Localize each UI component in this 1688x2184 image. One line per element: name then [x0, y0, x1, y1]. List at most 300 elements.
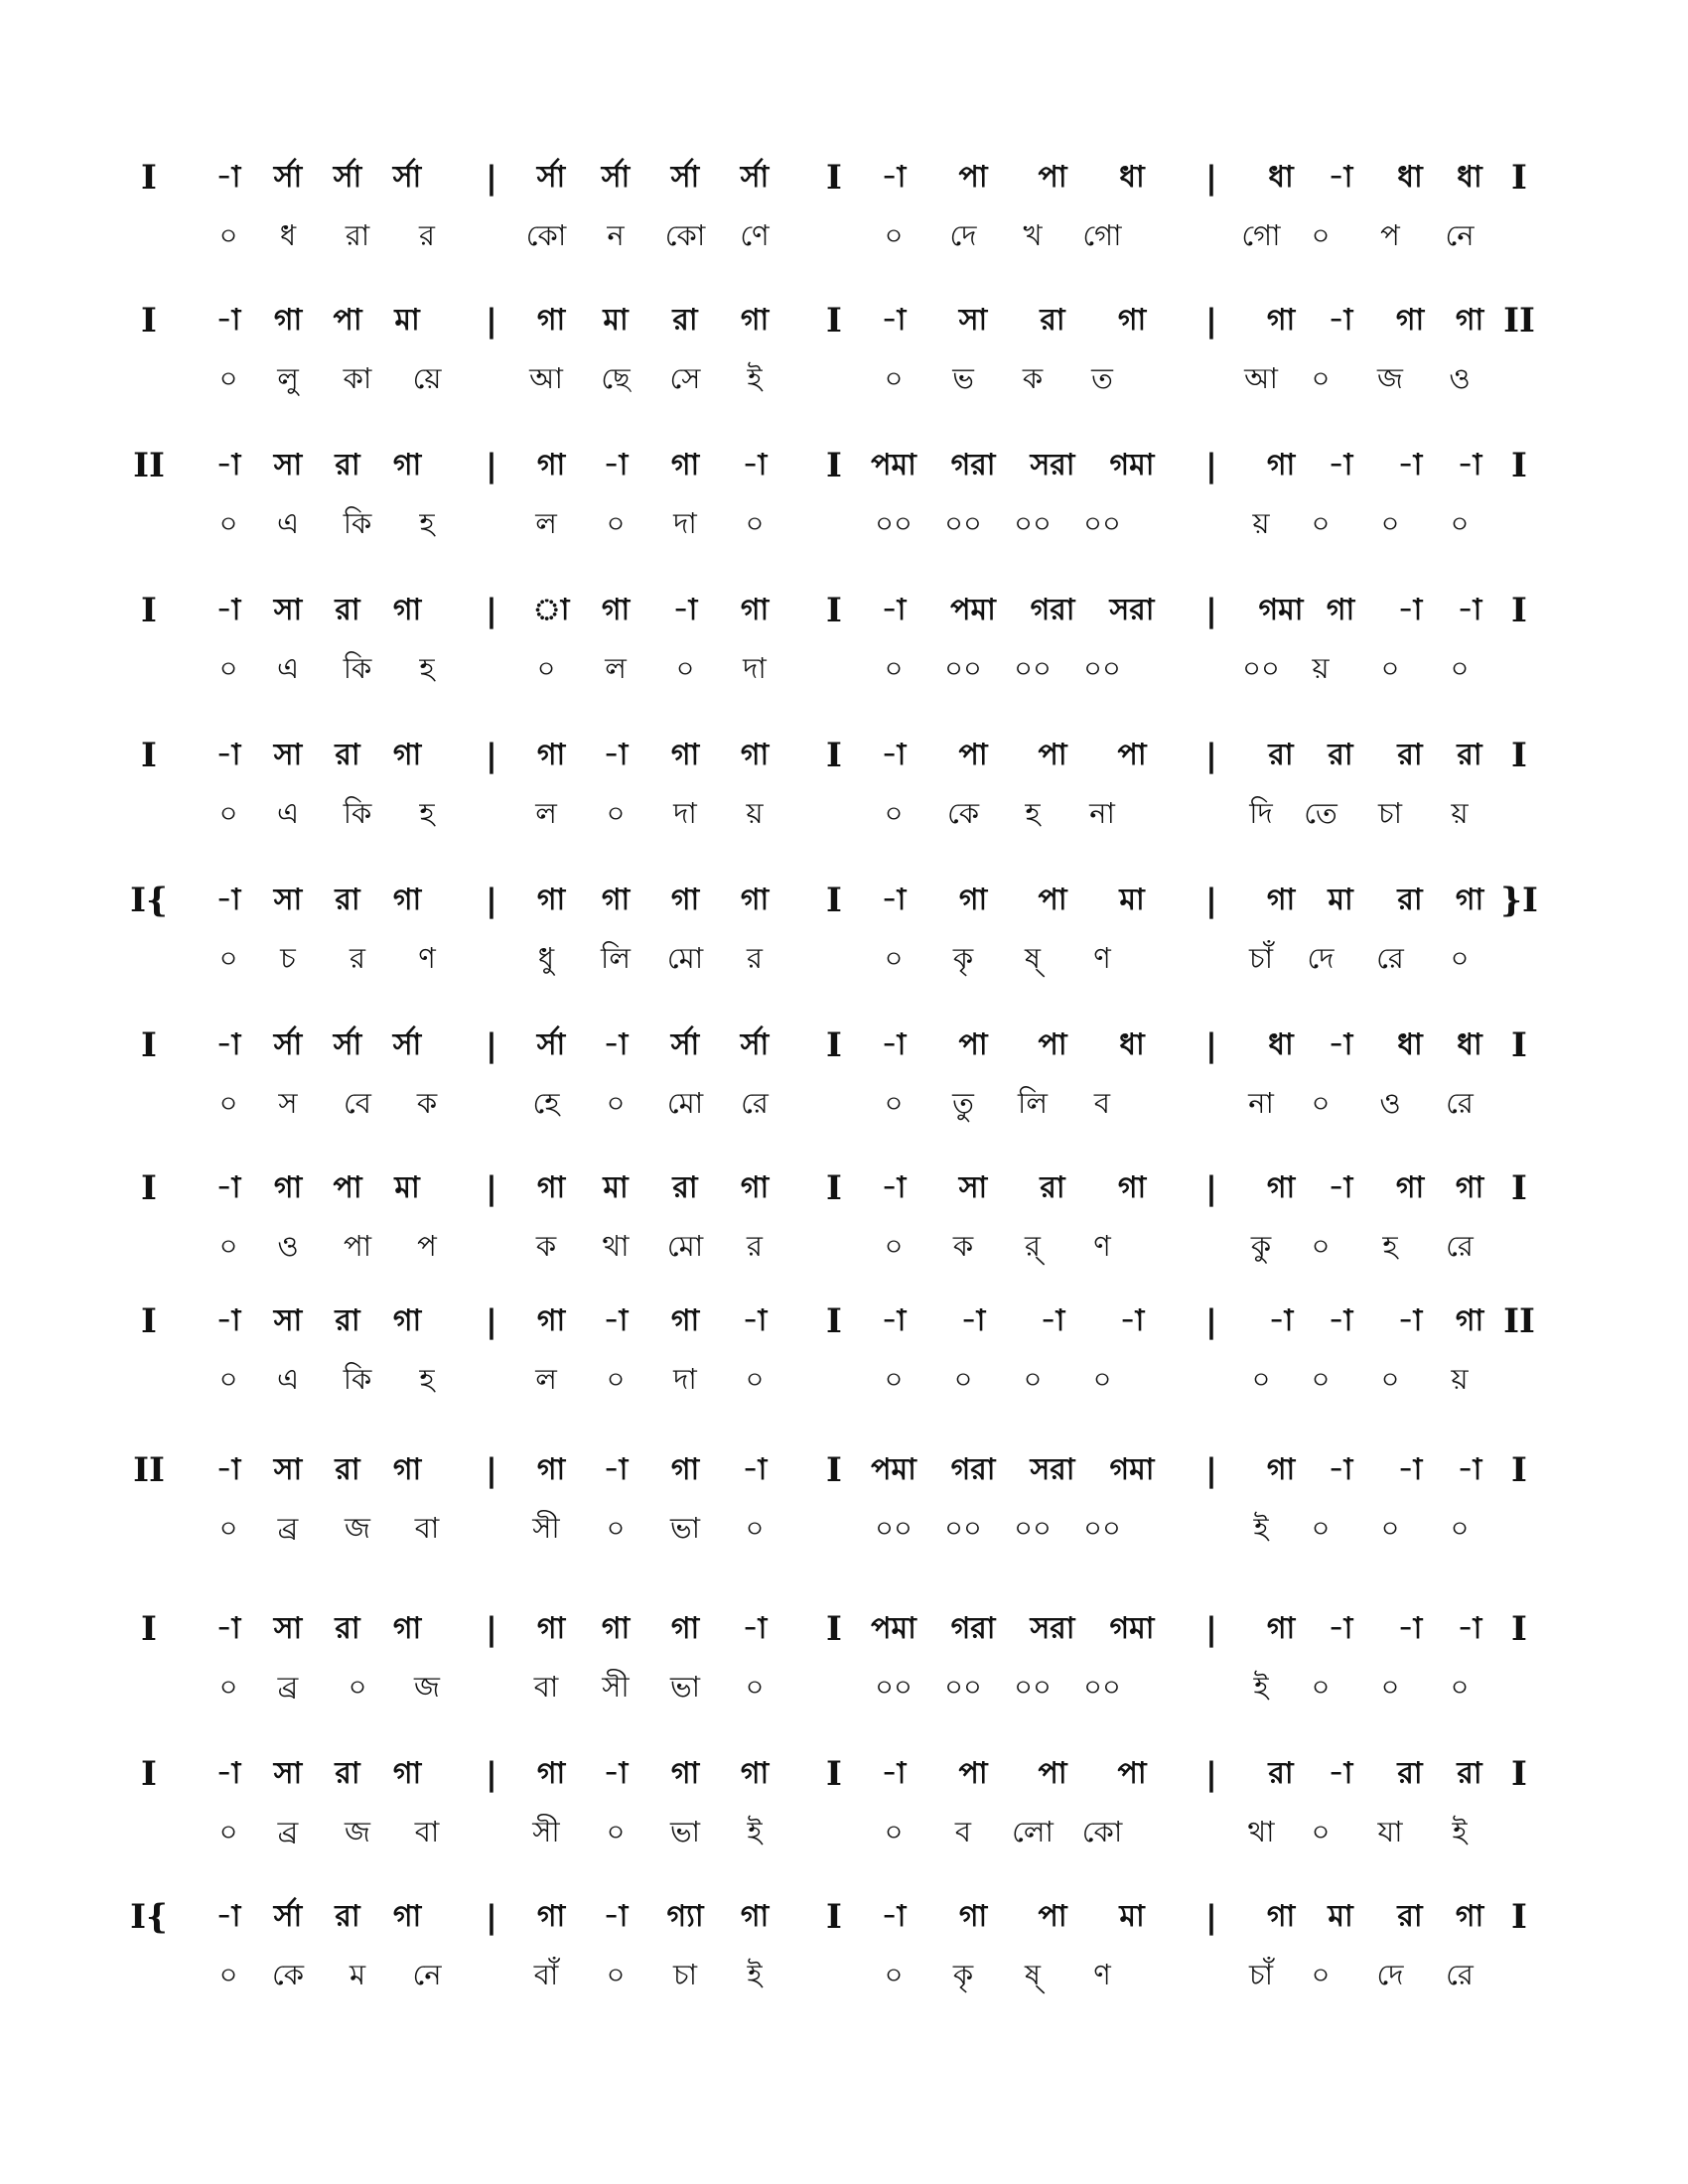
lyric-syllable: র	[747, 941, 763, 975]
swara-note: -া	[1397, 593, 1423, 627]
lyric-syllable: দা	[673, 1362, 697, 1396]
swara-note: -া	[881, 1170, 907, 1205]
measure-bar: I	[141, 301, 157, 341]
beat-divider: |	[1205, 592, 1217, 629]
lyric-syllable: না	[1248, 1086, 1274, 1120]
lyric-syllable: কৃ	[952, 1958, 974, 1991]
lyric-syllable: ০	[606, 1511, 626, 1545]
lyric-syllable: বা	[414, 1511, 440, 1545]
measure-bar: I	[141, 1025, 157, 1065]
lyric-syllable: রে	[741, 1086, 769, 1120]
swara-note: -া	[881, 1027, 907, 1062]
swara-note: পা	[1038, 160, 1067, 195]
swara-note: গা	[1455, 883, 1484, 917]
measure-bar: I	[826, 301, 842, 341]
swara-note: গা	[536, 303, 566, 338]
swara-note: গা	[670, 448, 700, 482]
lyric-syllable: গো	[1241, 218, 1281, 252]
lyric-syllable: ০	[1092, 1362, 1112, 1396]
beat-divider: |	[1205, 447, 1217, 484]
lyric-syllable: ব	[1093, 1086, 1111, 1120]
swara-note: রা	[1397, 883, 1423, 917]
beat-divider: |	[486, 1451, 497, 1489]
swara-note: রা	[335, 1899, 360, 1934]
swara-note: গা	[536, 738, 566, 772]
lyric-syllable: সী	[532, 1511, 560, 1545]
swara-note: -া	[742, 1611, 768, 1646]
lyric-syllable: ০	[606, 1362, 626, 1396]
swara-note: সরা	[1030, 448, 1075, 482]
lyric-syllable: লি	[601, 941, 631, 975]
measure-bar: I	[1511, 158, 1527, 198]
lyric-syllable: ক	[535, 1229, 557, 1263]
swara-note: -া	[215, 1899, 241, 1934]
swara-note: গা	[1266, 883, 1296, 917]
lyric-syllable: থা	[602, 1229, 630, 1263]
lyric-syllable: কে	[946, 796, 980, 830]
swara-note: রা	[1040, 1170, 1065, 1205]
swara-note: গা	[392, 1303, 422, 1338]
swara-note: র্সা	[392, 160, 422, 195]
lyric-syllable: হ	[419, 506, 435, 540]
swara-note: -া	[215, 1027, 241, 1062]
lyric-line	[139, 1225, 1529, 1267]
lyric-syllable: য়	[1451, 796, 1469, 830]
swara-note: পা	[958, 1027, 988, 1062]
lyric-syllable: প	[1380, 218, 1400, 252]
lyric-syllable: দা	[673, 506, 697, 540]
swara-note: গা	[392, 593, 422, 627]
lyric-syllable: খ	[1023, 218, 1043, 252]
lyric-syllable: লো	[1012, 1815, 1054, 1848]
measure-bar: I	[826, 158, 842, 198]
lyric-syllable: এ	[276, 796, 300, 830]
swara-note: -া	[603, 738, 629, 772]
swara-note: গা	[392, 1611, 422, 1646]
swara-note: -া	[215, 1611, 241, 1646]
lyric-line	[139, 214, 1529, 256]
swara-note: গা	[740, 1756, 770, 1791]
swara-note: -া	[742, 448, 768, 482]
lyric-syllable: ০	[745, 1362, 765, 1396]
lyric-syllable: ক	[952, 1229, 974, 1263]
lyric-line	[139, 937, 1529, 979]
lyric-syllable: ০	[1450, 1511, 1470, 1545]
swara-note: -া	[1328, 1027, 1353, 1062]
lyric-syllable: ব্র	[277, 1511, 299, 1545]
lyric-syllable: ০	[884, 651, 904, 685]
lyric-syllable: ০	[1311, 1362, 1331, 1396]
swara-note: রা	[1268, 1756, 1294, 1791]
lyric-syllable: ণে	[740, 218, 770, 252]
lyric-syllable: হ	[419, 1362, 435, 1396]
lyric-syllable: ০০	[944, 1511, 982, 1545]
lyric-line	[139, 1666, 1529, 1707]
swara-note: সা	[958, 303, 988, 338]
swara-note: গা	[392, 1899, 422, 1934]
beat-divider: |	[1205, 159, 1217, 197]
swara-note: গা	[670, 1452, 700, 1487]
swara-note: রা	[335, 1303, 360, 1338]
swara-note: রা	[1457, 1756, 1482, 1791]
swara-note: সা	[273, 1303, 303, 1338]
swara-note: পা	[958, 1756, 988, 1791]
beat-divider: |	[486, 592, 497, 629]
swara-note: গরা	[950, 448, 996, 482]
swara-note: গা	[670, 883, 700, 917]
lyric-syllable: ০	[348, 1670, 367, 1704]
lyric-syllable: হ	[419, 651, 435, 685]
beat-divider: |	[486, 1169, 497, 1207]
lyric-syllable: ভা	[669, 1511, 701, 1545]
lyric-syllable: কা	[343, 361, 372, 395]
swara-note: -া	[603, 1303, 629, 1338]
beat-divider: |	[1205, 302, 1217, 340]
lyric-syllable: ০০	[1014, 506, 1052, 540]
swara-note: -া	[960, 1303, 986, 1338]
lyric-syllable: ভ	[952, 361, 974, 395]
beat-divider: |	[1205, 1610, 1217, 1648]
lyric-syllable: য়	[1312, 651, 1330, 685]
swara-note: র্সা	[740, 1027, 770, 1062]
swara-note: -া	[1397, 1611, 1423, 1646]
lyric-syllable: কি	[343, 1362, 372, 1396]
swara-note: -া	[1328, 1611, 1353, 1646]
lyric-syllable: ০	[218, 1229, 238, 1263]
lyric-syllable: ০	[884, 1086, 904, 1120]
lyric-syllable: চা	[1377, 796, 1403, 830]
swara-note: রা	[1040, 303, 1065, 338]
swara-note: -া	[1328, 1756, 1353, 1791]
lyric-syllable: চাঁ	[1248, 941, 1274, 975]
lyric-line	[139, 357, 1529, 399]
swara-note: গরা	[950, 1452, 996, 1487]
lyric-syllable: ০	[606, 506, 626, 540]
lyric-syllable: ০০	[875, 1511, 913, 1545]
swara-note: পা	[333, 303, 362, 338]
swara-line	[130, 1896, 1529, 1938]
swara-note: পমা	[871, 1452, 916, 1487]
swara-note: র্সা	[333, 1027, 362, 1062]
swara-line	[139, 1753, 1529, 1795]
swara-note: গা	[1266, 1452, 1296, 1487]
beat-divider: |	[486, 882, 497, 919]
measure-bar: I	[826, 1301, 842, 1341]
lyric-syllable: হ	[419, 796, 435, 830]
swara-note: সা	[273, 1756, 303, 1791]
lyric-syllable: বা	[414, 1815, 440, 1848]
lyric-syllable: চা	[672, 1958, 698, 1991]
beat-divider: |	[486, 159, 497, 197]
lyric-syllable: লু	[277, 361, 299, 395]
measure-bar: I	[826, 1609, 842, 1649]
lyric-syllable: আ	[529, 361, 563, 395]
swara-note: গা	[1455, 303, 1484, 338]
lyric-syllable: হ	[1382, 1229, 1398, 1263]
lyric-syllable: ষ্	[1025, 1958, 1041, 1991]
swara-note: সা	[273, 883, 303, 917]
swara-note: গমা	[1109, 448, 1155, 482]
swara-note: ধা	[1119, 160, 1145, 195]
swara-note: -া	[1268, 1303, 1294, 1338]
swara-note: গা	[392, 883, 422, 917]
beat-divider: |	[1205, 1302, 1217, 1340]
swara-note: -া	[1119, 1303, 1145, 1338]
beat-divider: |	[1205, 1169, 1217, 1207]
swara-note: গা	[536, 1170, 566, 1205]
lyric-syllable: কো	[664, 218, 706, 252]
lyric-syllable: গো	[1082, 218, 1122, 252]
lyric-syllable: মো	[666, 1229, 704, 1263]
swara-line	[139, 590, 1529, 631]
swara-note: গা	[392, 448, 422, 482]
swara-note: গা	[670, 1611, 700, 1646]
swara-note: পা	[1117, 738, 1147, 772]
lyric-syllable: ০	[1311, 506, 1331, 540]
swara-note: গা	[1117, 303, 1147, 338]
lyric-syllable: জ	[345, 1815, 370, 1848]
lyric-syllable: ভা	[669, 1670, 701, 1704]
lyric-syllable: হে	[532, 1086, 560, 1120]
lyric-syllable: কো	[1081, 1815, 1123, 1848]
lyric-syllable: ০	[1311, 1511, 1331, 1545]
lyric-syllable: কি	[343, 506, 372, 540]
measure-bar: I	[826, 1168, 842, 1208]
swara-note: গা	[1455, 1170, 1484, 1205]
swara-note: -া	[881, 593, 907, 627]
swara-note: গা	[1326, 593, 1355, 627]
swara-note: সরা	[1030, 1611, 1075, 1646]
lyric-syllable: ০	[884, 1229, 904, 1263]
lyric-syllable: ০০	[1083, 1670, 1121, 1704]
swara-note: র্সা	[670, 160, 700, 195]
swara-note: রা	[1268, 738, 1294, 772]
swara-note: া	[532, 593, 570, 627]
swara-note: -া	[215, 1452, 241, 1487]
swara-note: -া	[215, 160, 241, 195]
swara-note: মা	[1119, 1899, 1145, 1934]
lyric-syllable: রে	[1446, 1229, 1474, 1263]
swara-note: গা	[536, 883, 566, 917]
measure-bar: I	[141, 1301, 157, 1341]
swara-note: -া	[215, 738, 241, 772]
measure-bar: I	[1511, 736, 1527, 775]
swara-note: -া	[881, 1899, 907, 1934]
swara-note: -া	[1457, 1611, 1482, 1646]
swara-note: -া	[215, 1303, 241, 1338]
measure-bar: I	[141, 736, 157, 775]
swara-note: র্সা	[601, 160, 631, 195]
swara-note: গা	[958, 1899, 988, 1934]
lyric-syllable: ই	[747, 361, 763, 395]
lyric-syllable: ব	[954, 1815, 972, 1848]
swara-note: -া	[742, 1303, 768, 1338]
lyric-syllable: রে	[1376, 941, 1404, 975]
swara-note: রা	[672, 1170, 698, 1205]
swara-note: গা	[1266, 303, 1296, 338]
lyric-syllable: য়	[746, 796, 764, 830]
lyric-syllable: ০	[1450, 941, 1470, 975]
swara-note: -া	[1328, 303, 1353, 338]
lyric-syllable: র	[419, 218, 435, 252]
swara-note: -া	[603, 448, 629, 482]
swara-note: গা	[1455, 1303, 1484, 1338]
swara-note: সা	[273, 738, 303, 772]
lyric-syllable: ত	[1091, 361, 1113, 395]
lyric-syllable: আ	[1244, 361, 1278, 395]
lyric-syllable: দে	[1307, 941, 1335, 975]
lyric-syllable: রে	[1446, 1086, 1474, 1120]
lyric-syllable: নে	[1445, 218, 1475, 252]
swara-note: -া	[215, 1170, 241, 1205]
swara-note: পা	[958, 738, 988, 772]
lyric-syllable: ০০	[875, 506, 913, 540]
swara-note: র্সা	[392, 1027, 422, 1062]
lyric-syllable: ণ	[1093, 1229, 1111, 1263]
lyric-syllable: দি	[1249, 796, 1273, 830]
measure-bar: I	[826, 1754, 842, 1794]
swara-note: গমা	[1109, 1452, 1155, 1487]
lyric-syllable: ষ্	[1025, 941, 1041, 975]
lyric-syllable: ই	[747, 1815, 763, 1848]
lyric-syllable: ০	[1311, 1815, 1331, 1848]
beat-divider: |	[486, 737, 497, 774]
measure-bar: II	[1503, 301, 1535, 341]
lyric-syllable: ০	[1380, 651, 1400, 685]
lyric-syllable: ০	[218, 1815, 238, 1848]
lyric-syllable: ণ	[1093, 1958, 1111, 1991]
swara-note: গা	[1395, 1170, 1425, 1205]
lyric-syllable: ০	[218, 651, 238, 685]
lyric-syllable: র্	[1025, 1229, 1041, 1263]
swara-note: -া	[1457, 593, 1482, 627]
lyric-syllable: ০	[1023, 1362, 1043, 1396]
swara-note: ধা	[1268, 1027, 1294, 1062]
swara-note: -া	[1457, 448, 1482, 482]
swara-note: মা	[603, 1170, 629, 1205]
lyric-syllable: সী	[532, 1815, 560, 1848]
swara-line	[139, 735, 1529, 776]
lyric-syllable: তে	[1304, 796, 1337, 830]
lyric-syllable: ভা	[669, 1815, 701, 1848]
lyric-syllable: না	[1089, 796, 1115, 830]
lyric-syllable: কি	[343, 651, 372, 685]
swara-line	[130, 880, 1538, 921]
swara-note: রা	[1397, 1899, 1423, 1934]
measure-bar: I	[826, 591, 842, 630]
lyric-syllable: পা	[343, 1229, 372, 1263]
lyric-syllable: ০	[218, 1362, 238, 1396]
beat-divider: |	[1205, 882, 1217, 919]
swara-note: রা	[1457, 738, 1482, 772]
beat-divider: |	[1205, 1898, 1217, 1936]
swara-note: পা	[958, 160, 988, 195]
swara-note: র্সা	[740, 160, 770, 195]
measure-bar: I	[1511, 1897, 1527, 1937]
swara-note: -া	[1328, 1452, 1353, 1487]
measure-bar: II	[133, 1450, 165, 1490]
lyric-line	[139, 1954, 1529, 1995]
swara-note: গা	[740, 303, 770, 338]
lyric-syllable: ম	[349, 1958, 366, 1991]
swara-note: রা	[1397, 738, 1423, 772]
swara-note: গরা	[950, 1611, 996, 1646]
swara-note: ধা	[1397, 160, 1423, 195]
lyric-syllable: এ	[276, 1362, 300, 1396]
lyric-syllable: ০	[218, 1086, 238, 1120]
measure-bar: I	[141, 591, 157, 630]
swara-note: রা	[335, 593, 360, 627]
swara-line	[133, 1449, 1529, 1491]
lyric-syllable: ল	[535, 1362, 557, 1396]
lyric-syllable: চাঁ	[1248, 1958, 1274, 1991]
lyric-syllable: ০	[1450, 651, 1470, 685]
swara-note: র্সা	[670, 1027, 700, 1062]
swara-note: গা	[273, 303, 303, 338]
swara-note: পা	[1038, 1756, 1067, 1791]
lyric-syllable: ০	[1311, 1086, 1331, 1120]
lyric-syllable: ণ	[1093, 941, 1111, 975]
lyric-syllable: রে	[1446, 1958, 1474, 1991]
measure-bar: I	[1511, 446, 1527, 485]
lyric-syllable: ০	[1311, 1229, 1331, 1263]
lyric-line	[139, 1358, 1529, 1400]
swara-note: রা	[672, 303, 698, 338]
lyric-syllable: কে	[271, 1958, 305, 1991]
lyric-syllable: রা	[345, 218, 370, 252]
lyric-line	[139, 1811, 1529, 1852]
swara-note: -া	[1457, 1452, 1482, 1487]
swara-note: -া	[215, 303, 241, 338]
measure-bar: I	[1511, 591, 1527, 630]
lyric-syllable: ০	[675, 651, 695, 685]
swara-note: -া	[1328, 448, 1353, 482]
lyric-syllable: ০	[1450, 506, 1470, 540]
swara-note: গা	[601, 883, 631, 917]
swara-note: সরা	[1030, 1452, 1075, 1487]
beat-divider: |	[1205, 1026, 1217, 1064]
lyric-syllable: য়	[1451, 1362, 1469, 1396]
lyric-syllable: স	[278, 1086, 298, 1120]
lyric-syllable: বা	[533, 1670, 559, 1704]
lyric-syllable: ০০	[1083, 651, 1121, 685]
beat-divider: |	[486, 302, 497, 340]
swara-note: পা	[1038, 738, 1067, 772]
lyric-syllable: মো	[666, 941, 704, 975]
swara-note: গা	[1266, 1899, 1296, 1934]
swara-note: পমা	[871, 1611, 916, 1646]
lyric-syllable: এ	[276, 506, 300, 540]
lyric-syllable: ০	[606, 796, 626, 830]
lyric-syllable: র	[350, 941, 365, 975]
swara-note: গা	[670, 1303, 700, 1338]
lyric-syllable: ই	[747, 1958, 763, 1991]
lyric-syllable: কো	[525, 218, 567, 252]
lyric-syllable: ০	[1311, 1958, 1331, 1991]
swara-note: গা	[958, 883, 988, 917]
lyric-syllable: ০	[884, 1362, 904, 1396]
swara-note: গা	[740, 1899, 770, 1934]
measure-bar: I	[826, 1025, 842, 1065]
swara-note: পমা	[950, 593, 996, 627]
lyric-syllable: ও	[277, 1229, 299, 1263]
lyric-syllable: ল	[535, 796, 557, 830]
swara-note: গা	[1266, 1170, 1296, 1205]
swara-note: র্সা	[536, 160, 566, 195]
swara-note: -া	[215, 593, 241, 627]
swara-note: গা	[392, 1452, 422, 1487]
lyric-syllable: ০০	[944, 1670, 982, 1704]
